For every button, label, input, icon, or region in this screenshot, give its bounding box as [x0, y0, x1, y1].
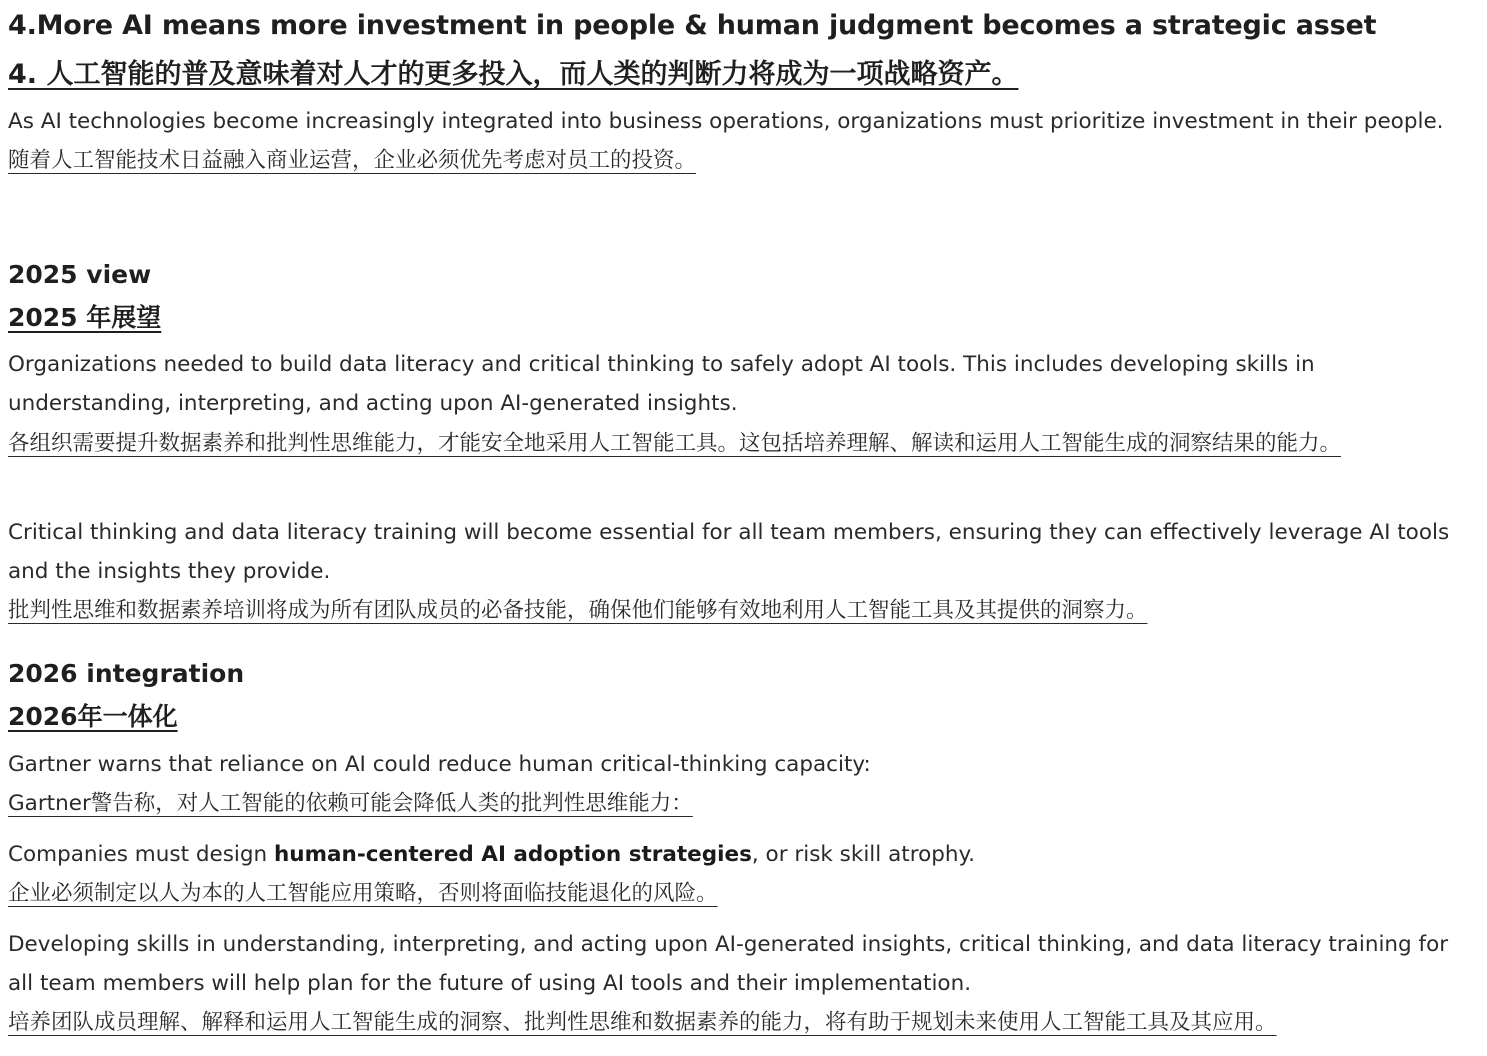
intro-paragraph-en: As AI technologies become increasingly integrated into business operations, organizations must prioritize investment in their people. [8, 109, 1444, 134]
integration-2026-paragraph-1-en: Gartner warns that reliance on AI could reduce human critical-thinking capacity: [8, 752, 871, 777]
heading-2026-integration-zh: 2026年一体化 [8, 702, 178, 731]
view-2025-paragraph-2-zh: 批判性思维和数据素养培训将成为所有团队成员的必备技能，确保他们能够有效地利用人工智能工具及其提供的洞察力。 [8, 598, 1148, 623]
emphasis-strategies: human-centered AI adoption strategies [274, 842, 752, 867]
integration-2026-paragraph-1-zh: Gartner警告称，对人工智能的依赖可能会降低人类的批判性思维能力： [8, 791, 693, 816]
intro-paragraph-zh: 随着人工智能技术日益融入商业运营，企业必须优先考虑对员工的投资。 [8, 148, 697, 173]
view-2025-paragraph-1-zh: 各组织需要提升数据素养和批判性思维能力，才能安全地采用人工智能工具。这包括培养理解、解读和运用人工智能生成的洞察结果的能力。 [8, 431, 1342, 456]
heading-2025-view-zh: 2025 年展望 [8, 303, 162, 332]
integration-2026-paragraph-2-zh: 企业必须制定以人为本的人工智能应用策略，否则将面临技能退化的风险。 [8, 881, 718, 906]
paragraph-2-prefix: Companies must design [8, 842, 274, 867]
heading-2026-integration-en: 2026 integration [8, 659, 245, 688]
section-title-zh: 4. 人工智能的普及意味着对人才的更多投入，而人类的判断力将成为一项战略资产。 [8, 59, 1019, 90]
integration-2026-paragraph-3-en: Developing skills in understanding, interpreting, and acting upon AI-generated insights, critical thinking, and data literacy training for all team members will help plan for the future of using AI tools and their implementation. [8, 932, 1449, 996]
integration-2026-paragraph-2-en [8, 835, 1478, 874]
paragraph-2-suffix: , or risk skill atrophy. [751, 842, 975, 867]
view-2025-paragraph-1-en: Organizations needed to build data literacy and critical thinking to safely adopt AI tools. This includes developing skills in understanding, interpreting, and acting upon AI-generated insights. [8, 352, 1315, 416]
view-2025-paragraph-2-en: Critical thinking and data literacy training will become essential for all team members, ensuring they can effectively leverage AI tools and the insights they provide. [8, 520, 1450, 584]
integration-2026-paragraph-3-zh: 培养团队成员理解、解释和运用人工智能生成的洞察、批判性思维和数据素养的能力，将有助于规划未来使用人工智能工具及其应用。 [8, 1010, 1277, 1035]
section-title-en: 4.More AI means more investment in people & human judgment becomes a strategic asset [8, 10, 1377, 41]
heading-2025-view-en: 2025 view [8, 260, 152, 289]
